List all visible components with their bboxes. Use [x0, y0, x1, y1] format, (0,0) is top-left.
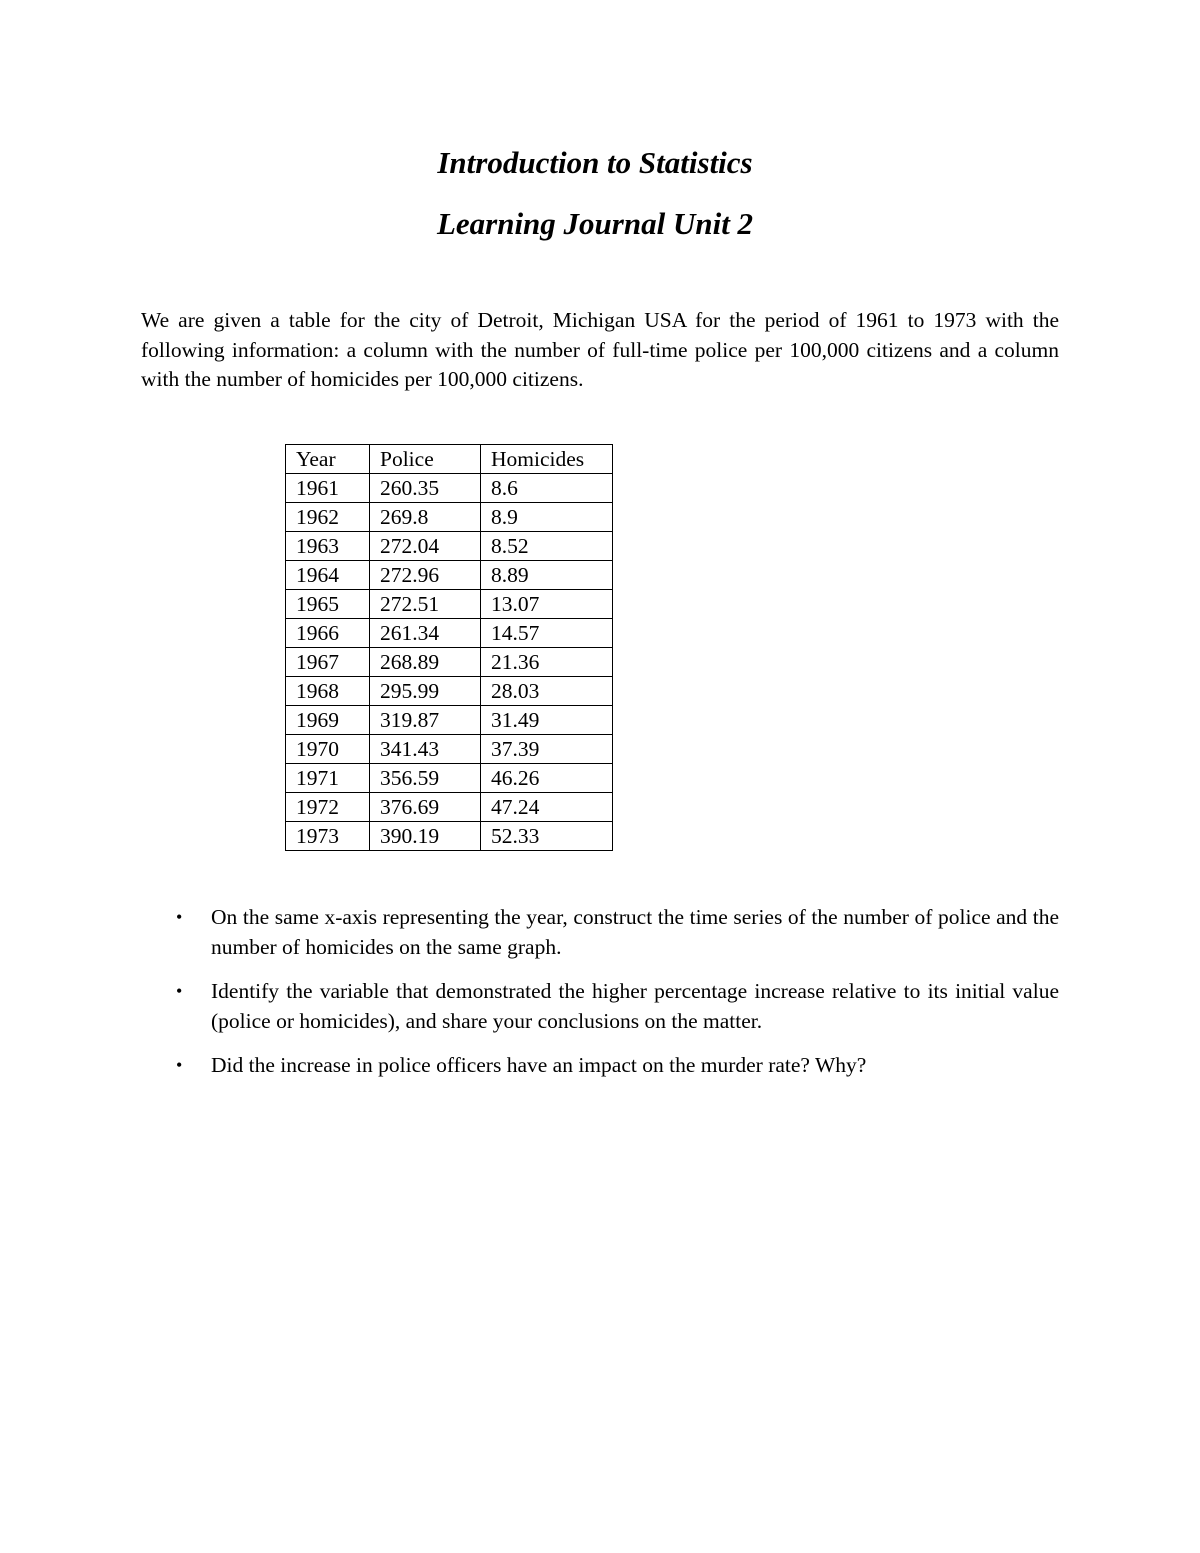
cell-police: 295.99 [370, 677, 481, 706]
cell-police: 272.51 [370, 590, 481, 619]
cell-homicides: 46.26 [481, 764, 613, 793]
cell-year: 1973 [286, 822, 370, 851]
cell-homicides: 28.03 [481, 677, 613, 706]
table-row [286, 706, 613, 735]
question-text: Did the increase in police officers have an impact on the murder rate? Why? [211, 1053, 867, 1077]
document-title: Introduction to Statistics [437, 145, 753, 180]
document-subtitle: Learning Journal Unit 2 [436, 206, 754, 241]
table-row [286, 822, 613, 851]
cell-year: 1964 [286, 561, 370, 590]
cell-year: 1965 [286, 590, 370, 619]
cell-year: 1967 [286, 648, 370, 677]
table-row [286, 764, 613, 793]
question-text: On the same x-axis representing the year, construct the time series of the number of police and the number of homicides on the same graph. [211, 905, 1059, 959]
bullet-icon: • [176, 981, 183, 1001]
cell-year: 1968 [286, 677, 370, 706]
cell-homicides: 31.49 [481, 706, 613, 735]
table-row [286, 619, 613, 648]
table-row [286, 474, 613, 503]
cell-police: 260.35 [370, 474, 481, 503]
cell-year: 1970 [286, 735, 370, 764]
question-item [170, 977, 1059, 1036]
question-list [170, 903, 1059, 1096]
cell-homicides: 13.07 [481, 590, 613, 619]
bullet-icon: • [176, 1055, 183, 1075]
cell-homicides: 52.33 [481, 822, 613, 851]
cell-police: 376.69 [370, 793, 481, 822]
question-item [170, 1051, 1059, 1081]
cell-homicides: 8.89 [481, 561, 613, 590]
header-cell-year: Year [286, 445, 370, 474]
cell-police: 272.96 [370, 561, 481, 590]
cell-police: 319.87 [370, 706, 481, 735]
cell-homicides: 8.9 [481, 503, 613, 532]
cell-homicides: 21.36 [481, 648, 613, 677]
data-table-body [286, 445, 613, 851]
table-row [286, 503, 613, 532]
cell-homicides: 8.52 [481, 532, 613, 561]
table-row [286, 590, 613, 619]
table-row [286, 793, 613, 822]
cell-year: 1966 [286, 619, 370, 648]
cell-year: 1963 [286, 532, 370, 561]
cell-homicides: 37.39 [481, 735, 613, 764]
cell-homicides: 47.24 [481, 793, 613, 822]
cell-police: 356.59 [370, 764, 481, 793]
cell-police: 269.8 [370, 503, 481, 532]
cell-police: 261.34 [370, 619, 481, 648]
cell-homicides: 14.57 [481, 619, 613, 648]
table-row [286, 677, 613, 706]
cell-year: 1969 [286, 706, 370, 735]
header-cell-homicides: Homicides [481, 445, 613, 474]
intro-paragraph: We are given a table for the city of Detroit, Michigan USA for the period of 1961 to 1973 with the following information: a column with the number of full-time police per 100,000 citizens and a column with the number of homicides per 100,000 citizens. [141, 308, 1059, 391]
table-row [286, 561, 613, 590]
cell-year: 1971 [286, 764, 370, 793]
cell-police: 272.04 [370, 532, 481, 561]
table-row [286, 532, 613, 561]
cell-year: 1972 [286, 793, 370, 822]
cell-year: 1961 [286, 474, 370, 503]
cell-year: 1962 [286, 503, 370, 532]
cell-homicides: 8.6 [481, 474, 613, 503]
cell-police: 390.19 [370, 822, 481, 851]
cell-police: 268.89 [370, 648, 481, 677]
header-cell-police: Police [370, 445, 481, 474]
question-text: Identify the variable that demonstrated the higher percentage increase relative to its initial value (police or homicides), and share your conclusions on the matter. [211, 979, 1059, 1033]
table-row [286, 648, 613, 677]
data-table [285, 444, 613, 851]
question-item [170, 903, 1059, 962]
table-header-row [286, 445, 613, 474]
table-row [286, 735, 613, 764]
bullet-icon: • [176, 907, 183, 927]
cell-police: 341.43 [370, 735, 481, 764]
